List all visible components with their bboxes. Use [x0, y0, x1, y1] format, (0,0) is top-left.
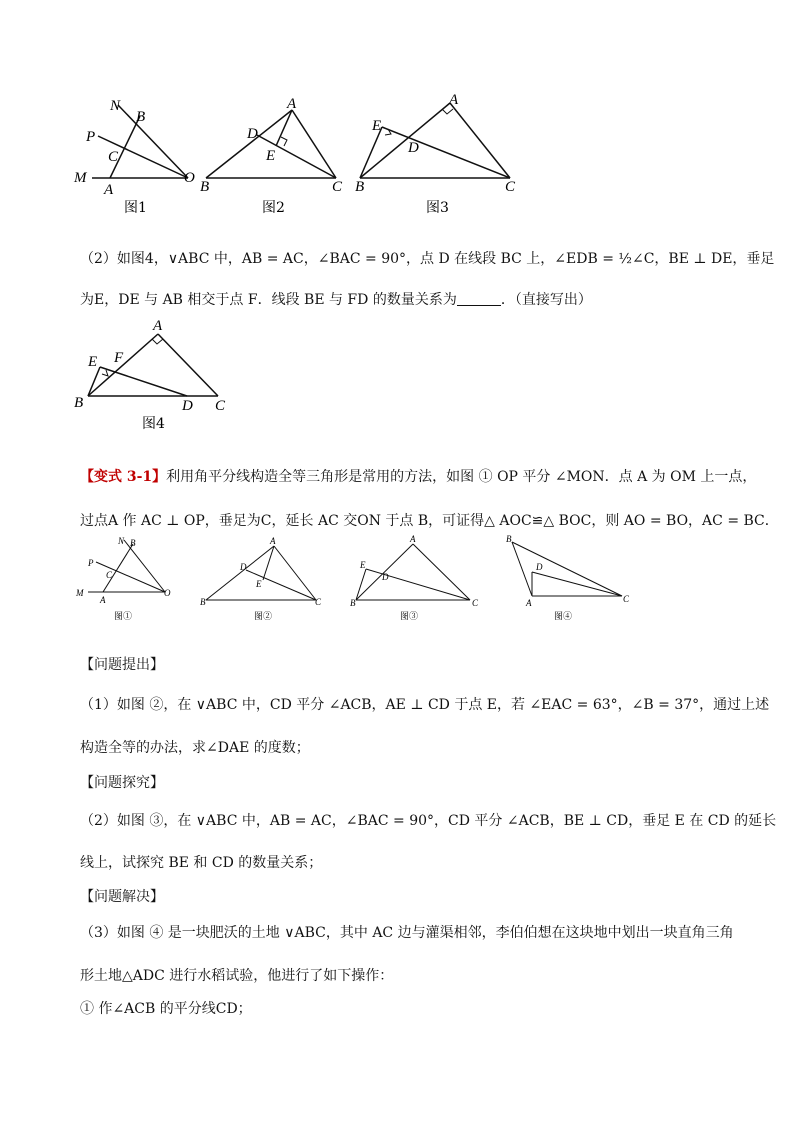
section3-line3: ① 作∠ACB 的平分线CD；	[80, 1001, 252, 1017]
s3-label-D: D	[382, 572, 389, 582]
section3-title: 【问题解决】	[80, 889, 164, 905]
small-caption-4: 图④	[554, 612, 573, 622]
q2-line1: （2）如图4，∨ABC 中，AB = AC，∠BAC = 90°，点 D 在线段 BC 上，∠EDB = ½∠C，BE ⊥ DE，垂足	[80, 251, 775, 267]
s2-label-A: A	[270, 536, 276, 546]
section2-line2: 线上，试探究 BE 和 CD 的数量关系；	[80, 855, 323, 871]
fig2-label-E: E	[266, 148, 276, 164]
fig1-label-B: B	[136, 109, 146, 125]
fig2-label-B: B	[200, 179, 210, 195]
fig1-label-M: M	[74, 170, 87, 186]
fig4-label-E: E	[88, 354, 98, 370]
fig1-label-A: A	[104, 182, 114, 198]
s2-label-E: E	[256, 579, 262, 589]
section1-line2: 构造全等的办法，求∠DAE 的度数；	[80, 740, 310, 756]
variant-line1	[80, 466, 756, 486]
small-caption-1: 图①	[114, 612, 133, 622]
small-figures	[60, 532, 680, 627]
s3-label-C: C	[472, 598, 479, 608]
top-figures	[0, 90, 800, 220]
s1-label-C: C	[106, 570, 113, 580]
s1-label-O: O	[164, 588, 171, 598]
s1-label-A: A	[100, 595, 106, 605]
s3-label-A: A	[410, 534, 416, 544]
s4-label-D: D	[536, 562, 543, 572]
fig3-label-C: C	[505, 179, 516, 195]
fig1-caption: 图1	[124, 200, 147, 216]
section2-title: 【问题探究】	[80, 775, 164, 791]
fig1-label-P: P	[86, 129, 96, 145]
fig4-label-F: F	[114, 350, 124, 366]
section1-line1: （1）如图 ②，在 ∨ABC 中，CD 平分 ∠ACB，AE ⊥ CD 于点 E，若 ∠EAC = 63°，∠B = 37°，通过上述	[80, 697, 770, 713]
fig3-caption: 图3	[426, 200, 449, 216]
variant-tag: 【变式 3-1】	[80, 469, 167, 485]
fig4-label-C: C	[215, 398, 226, 414]
small-caption-3: 图③	[400, 612, 419, 622]
q2-line2-a: 为E，DE 与 AB 相交于点 F．线段 BE 与 FD 的数量关系为	[80, 292, 457, 308]
s2-label-C: C	[315, 597, 322, 607]
section3-line1: （3）如图 ④ 是一块肥沃的土地 ∨ABC，其中 AC 边与灌渠相邻，李伯伯想在这块地中划出一块直角三角	[80, 925, 734, 941]
fig4-label-B: B	[74, 395, 84, 411]
fig3-label-B: B	[355, 179, 365, 195]
fig1-label-O: O	[184, 170, 195, 186]
s1-label-N: N	[118, 536, 125, 546]
fig2-label-C: C	[332, 179, 343, 195]
s2-label-B: B	[200, 597, 206, 607]
fig2-label-A: A	[287, 96, 297, 112]
variant-line2: 过点A 作 AC ⊥ OP，垂足为C，延长 AC 交ON 于点 B，可证得△ AOC≌△ BOC，则 AO = BO，AC = BC．	[80, 513, 779, 529]
s3-label-B: B	[350, 598, 356, 608]
fig3-label-A: A	[449, 92, 459, 108]
s1-label-M: M	[76, 588, 84, 598]
fig4-caption: 图4	[142, 416, 165, 432]
fig1-label-C: C	[108, 149, 119, 165]
fig3-label-D: D	[408, 140, 419, 156]
q2-line2	[80, 289, 592, 309]
answer-blank	[457, 293, 501, 306]
fig3-label-E: E	[372, 118, 382, 134]
s4-label-A: A	[526, 598, 532, 608]
small-caption-2: 图②	[254, 612, 273, 622]
section3-line2: 形土地△ADC 进行水稻试验，他进行了如下操作：	[80, 968, 394, 984]
s4-label-B: B	[506, 534, 512, 544]
fig4-label-D: D	[182, 398, 193, 414]
s4-label-C: C	[623, 594, 630, 604]
figure-4	[60, 312, 260, 432]
fig4-label-A: A	[153, 318, 163, 334]
fig2-label-D: D	[247, 126, 258, 142]
s1-label-P: P	[88, 558, 94, 568]
q2-line2-b: ．（直接写出）	[500, 292, 592, 308]
s2-label-D: D	[240, 562, 247, 572]
variant-text1: 利用角平分线构造全等三角形是常用的方法，如图 ① OP 平分 ∠MON．点 A 为 OM 上一点，	[166, 469, 757, 485]
section1-title: 【问题提出】	[80, 657, 164, 673]
fig2-caption: 图2	[262, 200, 285, 216]
s1-label-B: B	[130, 538, 136, 548]
section2-line1: （2）如图 ③，在 ∨ABC 中，AB = AC，∠BAC = 90°，CD 平分 ∠ACB，BE ⊥ CD，垂足 E 在 CD 的延长	[80, 813, 777, 829]
fig1-label-N: N	[110, 98, 121, 114]
s3-label-E: E	[360, 560, 366, 570]
